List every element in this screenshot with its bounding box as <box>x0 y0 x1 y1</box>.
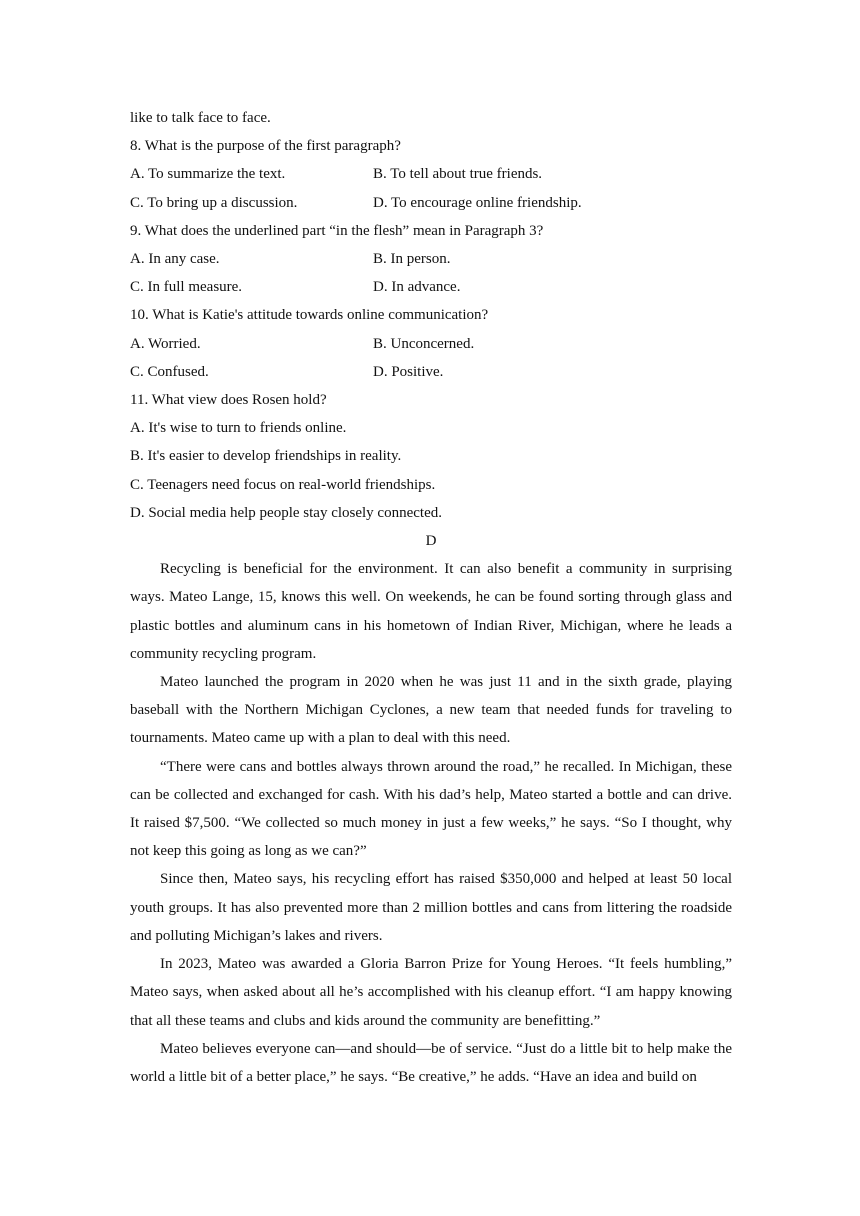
intro-tail-text: like to talk face to face. <box>130 110 271 126</box>
paragraph: In 2023, Mateo was awarded a Gloria Barron Prize for Young Heroes. “It feels humbling,” Mateo says, when asked about all he’s accomplished with his cleanup effort. “I am happy knowing that all these teams and clubs and kids around the community are benefitting.” <box>130 956 732 1029</box>
option-d: D. In advance. <box>373 279 461 296</box>
paragraph: Mateo launched the program in 2020 when he was just 11 and in the sixth grade, playing baseball with the Northern Michigan Cyclones, a new team that needed funds for traveling to tournaments. Mateo came up with a plan to deal with this need. <box>130 674 732 747</box>
option-b: B. To tell about true friends. <box>373 166 543 183</box>
question-10 <box>130 301 732 386</box>
option-row <box>130 330 732 358</box>
option-b: B. In person. <box>373 251 451 268</box>
option-b: B. Unconcerned. <box>373 335 475 352</box>
option-a: A. In any case. <box>130 251 220 268</box>
option-row <box>130 245 732 273</box>
option-a: A. To summarize the text. <box>130 166 286 183</box>
option-row <box>130 160 732 188</box>
option-c: C. Confused. <box>130 363 209 380</box>
option-c: C. In full measure. <box>130 279 243 296</box>
paragraph: “There were cans and bottles always thrown around the road,” he recalled. In Michigan, these can be collected and exchanged for cash. With his dad’s help, Mateo started a bottle and can drive. It raised $7,500. “We collected so much money in just a few weeks,” he says. “So I thought, why not keep this going as long as we can?” <box>130 758 732 860</box>
question-11 <box>130 386 732 527</box>
option-d: D. Positive. <box>373 363 444 380</box>
question-stem: 10. What is Katie's attitude towards online communication? <box>130 307 489 324</box>
paragraph: Recycling is beneficial for the environment. It can also benefit a community in surprising ways. Mateo Lange, 15, knows this well. On weekends, he can be found sorting through glass and plastic bottles and aluminum cans in his hometown of Indian River, Michigan, where he leads a community recycling program. <box>130 561 732 662</box>
paragraph: Since then, Mateo says, his recycling effort has raised $350,000 and helped at least 50 local youth groups. It has also prevented more than 2 million bottles and cans from littering the roadside and polluting Michigan’s lakes and rivers. <box>130 871 732 944</box>
option-c: C. To bring up a discussion. <box>130 194 298 211</box>
option-a: A. Worried. <box>130 335 201 352</box>
option-row <box>130 358 732 386</box>
question-8 <box>130 132 732 217</box>
option-b: B. It's easier to develop friendships in reality. <box>130 448 402 465</box>
question-stem: 11. What view does Rosen hold? <box>130 392 327 409</box>
question-stem: 9. What does the underlined part “in the flesh” mean in Paragraph 3? <box>130 222 544 239</box>
option-row <box>130 273 732 301</box>
paragraph: Mateo believes everyone can—and should—be of service. “Just do a little bit to help make the world a little bit of a better place,” he says. “Be creative,” he adds. “Have an idea and build on <box>130 1040 732 1085</box>
question-stem: 8. What is the purpose of the first paragraph? <box>130 138 401 155</box>
option-d: D. Social media help people stay closely connected. <box>130 504 442 521</box>
option-row <box>130 189 732 217</box>
document-page <box>130 104 732 1091</box>
option-a: A. It's wise to turn to friends online. <box>130 420 347 437</box>
section-title: D <box>425 533 437 550</box>
question-9 <box>130 217 732 302</box>
option-c: C. Teenagers need focus on real-world friendships. <box>130 476 436 493</box>
option-d: D. To encourage online friendship. <box>373 194 582 211</box>
